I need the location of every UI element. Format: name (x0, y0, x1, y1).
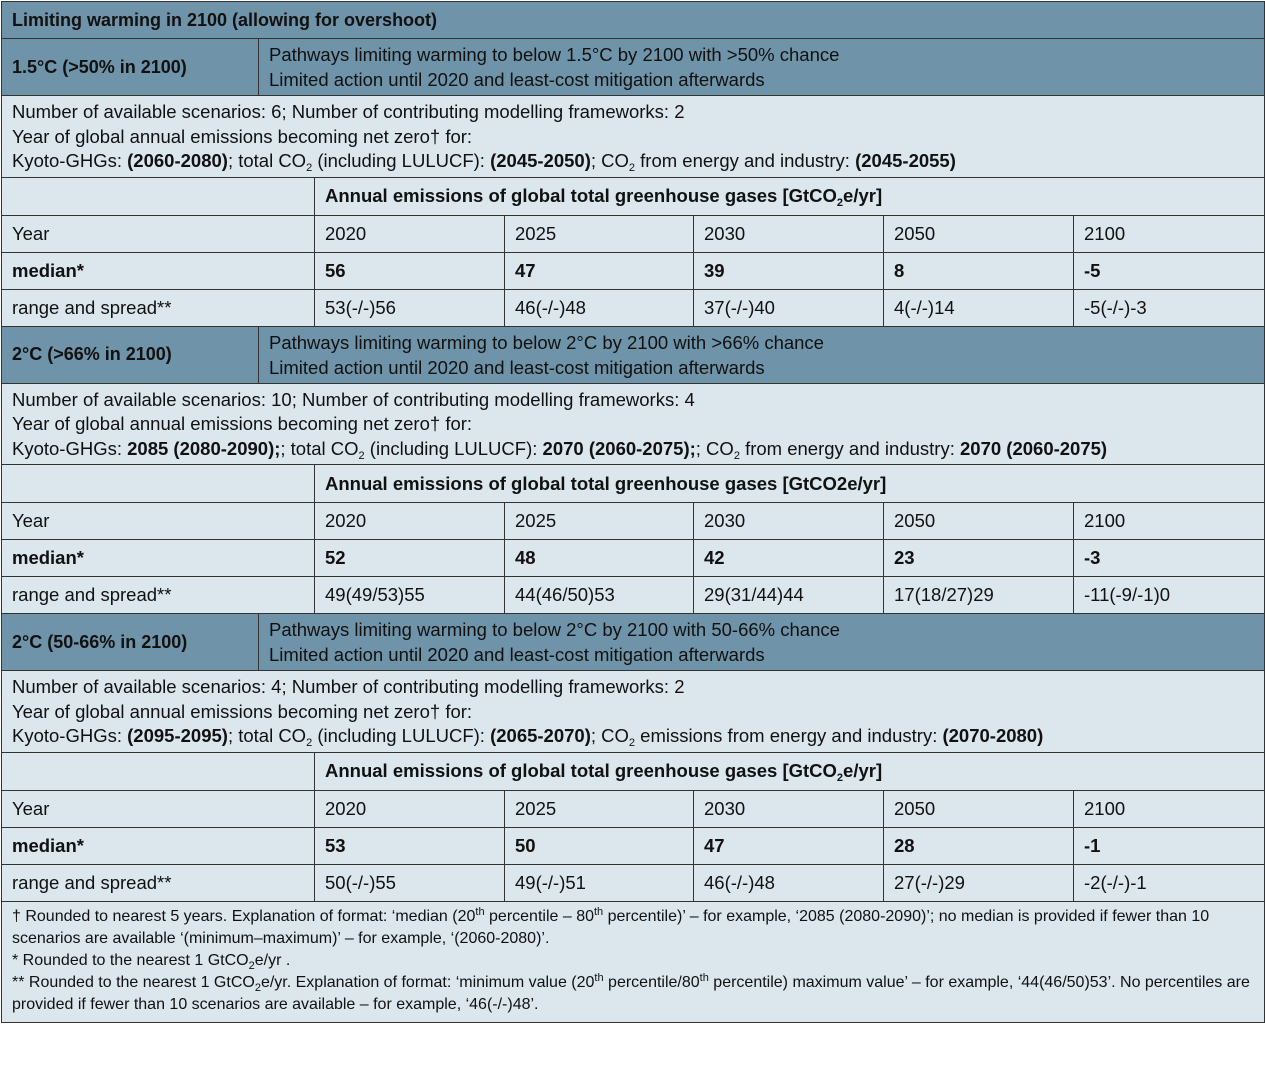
range-cell: 50(-/-)55 (315, 864, 505, 901)
year-cell: 2050 (884, 503, 1074, 540)
category-description: Pathways limiting warming to below 2°C by 2100 with 50-66% chance Limited action until 2020 and least-cost mitigation afterwards (259, 614, 1265, 671)
table-heading-row (2, 177, 1265, 215)
median-cell: 50 (505, 827, 694, 864)
year-label: Year (2, 215, 315, 252)
year-cell: 2100 (1074, 215, 1265, 252)
range-cell: 27(-/-)29 (884, 864, 1074, 901)
range-cell: 49(49/53)55 (315, 577, 505, 614)
median-cell: 39 (694, 252, 884, 289)
median-cell: 53 (315, 827, 505, 864)
table-row (2, 540, 1265, 577)
range-cell: -5(-/-)-3 (1074, 289, 1265, 326)
range-cell: 46(-/-)48 (694, 864, 884, 901)
median-cell: -1 (1074, 827, 1265, 864)
median-cell: 52 (315, 540, 505, 577)
year-cell: 2025 (505, 790, 694, 827)
year-cell: 2100 (1074, 790, 1265, 827)
median-cell: 47 (505, 252, 694, 289)
range-label: range and spread** (2, 864, 315, 901)
section-header (2, 614, 1265, 671)
range-cell: 44(46/50)53 (505, 577, 694, 614)
median-cell: 56 (315, 252, 505, 289)
range-cell: -2(-/-)-1 (1074, 864, 1265, 901)
median-cell: 42 (694, 540, 884, 577)
year-cell: 2025 (505, 215, 694, 252)
table-row (2, 790, 1265, 827)
table-row (2, 864, 1265, 901)
emissions-table (1, 1, 1265, 1023)
category-description: Pathways limiting warming to below 2°C by 2100 with >66% chance Limited action until 2020 and least-cost mitigation afterwards (259, 326, 1265, 383)
category-description: Pathways limiting warming to below 1.5°C by 2100 with >50% chance Limited action until 2020 and least-cost mitigation afterwards (259, 39, 1265, 96)
range-cell: 17(18/27)29 (884, 577, 1074, 614)
table-heading: Annual emissions of global total greenhouse gases [GtCO$_2$e/yr] (315, 177, 1265, 215)
section-header (2, 39, 1265, 96)
year-cell: 2100 (1074, 503, 1265, 540)
year-cell: 2020 (315, 215, 505, 252)
median-label: median* (2, 540, 315, 577)
median-cell: 23 (884, 540, 1074, 577)
scenario-info: Number of available scenarios: 6; Number of contributing modelling frameworks: 2 Year of global annual emissions becoming net zero† for: Kyoto-GHGs: (2060-2080); total $CO_2$ (including LULUCF): (2045-2050); $CO_2$ from energy and industry: (2045-2055) (2, 96, 1265, 178)
range-label: range and spread** (2, 577, 315, 614)
median-cell: 47 (694, 827, 884, 864)
range-cell: 4(-/-)14 (884, 289, 1074, 326)
year-label: Year (2, 503, 315, 540)
median-cell: -5 (1074, 252, 1265, 289)
year-cell: 2030 (694, 503, 884, 540)
section-info (2, 671, 1265, 753)
median-cell: 48 (505, 540, 694, 577)
table-row (2, 577, 1265, 614)
footnote-star: * Rounded to the nearest 1 GtCO$_2$e/yr . (12, 951, 291, 972)
range-cell: 37(-/-)40 (694, 289, 884, 326)
median-cell: 8 (884, 252, 1074, 289)
footnotes (2, 901, 1265, 1022)
year-cell: 2020 (315, 790, 505, 827)
table-row (2, 215, 1265, 252)
scenario-info: Number of available scenarios: 4; Number of contributing modelling frameworks: 2 Year of global annual emissions becoming net zero† for: Kyoto-GHGs: (2095-2095); total $CO_2$ (including LULUCF): (2065-2070); $CO_2$ emissions from energy and industry: (2070-2080) (2, 671, 1265, 753)
scenario-info: Number of available scenarios: 10; Number of contributing modelling frameworks: 4 Year of global annual emissions becoming net zero† for: Kyoto-GHGs: 2085 (2080-2090);; total $CO_2$ (including LULUCF): 2070 (2060-2075);; $CO_2$ from energy and industry: 2070 (2060-2075) (2, 383, 1265, 465)
median-label: median* (2, 827, 315, 864)
range-cell: -11(-9/-1)0 (1074, 577, 1265, 614)
table-heading: Annual emissions of global total greenhouse gases [GtCO$_2$e/yr] (315, 752, 1265, 790)
footnote-double-star: ** Rounded to the nearest 1 GtCO$_2$e/yr. Explanation of format: ‘minimum value (20th percentile/80th percentile) maximum value’ – for example, ‘44(46/50)53’. No percentiles are provided if fewer than 10 scenarios are available – for example, ‘46(-/-)48’. (12, 971, 1250, 1013)
range-label: range and spread** (2, 289, 315, 326)
median-cell: -3 (1074, 540, 1265, 577)
range-cell: 53(-/-)56 (315, 289, 505, 326)
table-heading: Annual emissions of global total greenhouse gases [GtCO2e/yr] (315, 465, 1265, 503)
year-cell: 2050 (884, 790, 1074, 827)
table-row (2, 827, 1265, 864)
section-info (2, 96, 1265, 178)
range-cell: 49(-/-)51 (505, 864, 694, 901)
median-label: median* (2, 252, 315, 289)
table-row (2, 289, 1265, 326)
median-cell: 28 (884, 827, 1074, 864)
range-cell: 46(-/-)48 (505, 289, 694, 326)
section-info (2, 383, 1265, 465)
category-label: 1.5°C (>50% in 2100) (2, 39, 259, 96)
table-title: Limiting warming in 2100 (allowing for overshoot) (2, 2, 1265, 39)
category-label: 2°C (>66% in 2100) (2, 326, 259, 383)
year-cell: 2020 (315, 503, 505, 540)
year-cell: 2030 (694, 215, 884, 252)
year-cell: 2050 (884, 215, 1074, 252)
footnote-dagger: † Rounded to nearest 5 years. Explanation of format: ‘median (20th percentile – 80th percentile)’ – for example, ‘2085 (2080-2090)’; no median is provided if fewer than 10 scenarios are available ‘(minimum–maximum)’ – for example, ‘(2060-2080)’. (12, 905, 1210, 947)
year-label: Year (2, 790, 315, 827)
table-row (2, 503, 1265, 540)
table-heading-row (2, 465, 1265, 503)
range-cell: 29(31/44)44 (694, 577, 884, 614)
category-label: 2°C (50-66% in 2100) (2, 614, 259, 671)
year-cell: 2025 (505, 503, 694, 540)
table-row (2, 252, 1265, 289)
table-heading-row (2, 752, 1265, 790)
section-header (2, 326, 1265, 383)
year-cell: 2030 (694, 790, 884, 827)
